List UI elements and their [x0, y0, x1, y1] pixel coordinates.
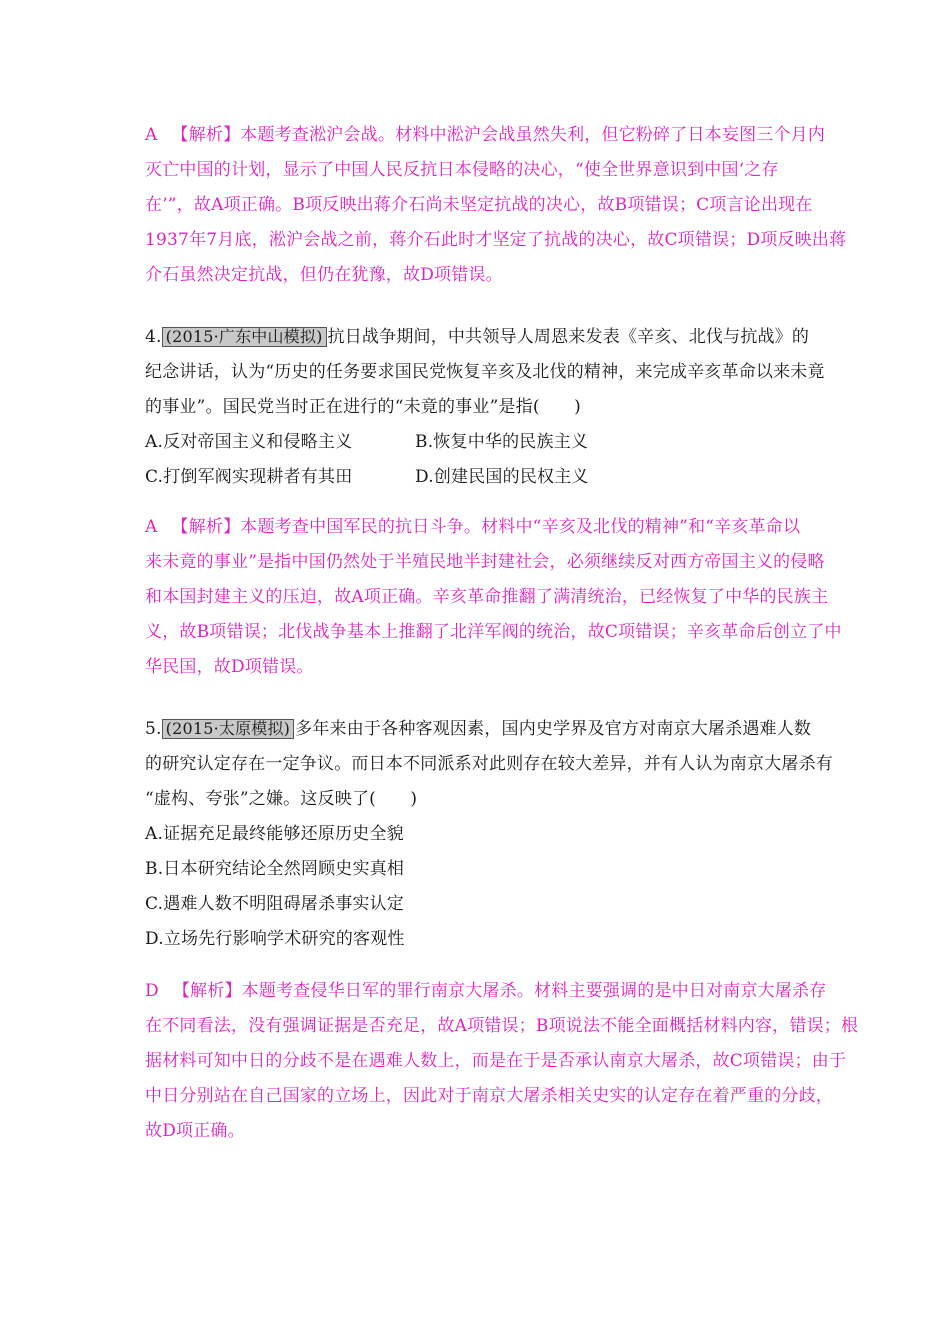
question-stem-line: 的事业”。国民党当时正在进行的“未竟的事业”是指( ) [145, 397, 581, 417]
options-row [145, 425, 815, 460]
option-d: D.创建民国的民权主义 [415, 467, 589, 487]
solution-line: D 【解析】本题考查侵华日军的罪行南京大屠杀。材料主要强调的是中日对南京大屠杀存 [145, 981, 827, 1001]
solution-line: 据材料可知中日的分歧不是在遇难人数上，而是在于是否承认南京大屠杀，故C项错误；由于 [145, 1051, 847, 1071]
option-c: C.遇难人数不明阻碍屠杀事实认定 [145, 894, 405, 914]
solution-line: A 【解析】本题考查中国军民的抗日斗争。材料中“辛亥及北伐的精神”和“辛亥革命以 [145, 517, 801, 537]
solution-4 [145, 510, 842, 685]
question-number: 5. [145, 719, 162, 739]
question-5 [145, 712, 833, 957]
answer-letter: D [145, 981, 159, 1001]
solution-line: 1937年7月底，淞沪会战之前，蒋介石此时才坚定了抗战的决心，故C项错误；D项反映出蒋 [145, 230, 847, 250]
solution-line: 中日分别站在自己国家的立场上，因此对于南京大屠杀相关史实的认定存在着严重的分歧， [145, 1086, 833, 1106]
solution-3 [145, 118, 847, 293]
answer-letter: A [145, 517, 158, 537]
solution-line: 介石虽然决定抗战，但仍在犹豫，故D项错误。 [145, 265, 503, 285]
source-tag: (2015·太原模拟) [162, 719, 295, 739]
question-stem-line: 5. (2015·太原模拟) 多年来由于各种客观因素，国内史学界及官方对南京大屠杀遇难人数 [145, 719, 812, 739]
solution-line: 灭亡中国的计划，显示了中国人民反抗日本侵略的决心，“使全世界意识到中国‘之存 [145, 160, 779, 180]
option-c: C.打倒军阀实现耕者有其田 [145, 467, 353, 487]
option-b: B.日本研究结论全然罔顾史实真相 [145, 859, 405, 879]
question-number: 4. [145, 327, 162, 347]
solution-line: 和本国封建主义的压迫，故A项正确。辛亥革命推翻了满清统治，已经恢复了中华的民族主 [145, 587, 829, 607]
solution-line: 华民国，故D项错误。 [145, 657, 314, 677]
solution-line: 义，故B项错误；北伐战争基本上推翻了北洋军阀的统治，故C项错误；辛亥革命后创立了中 [145, 622, 842, 642]
question-stem-line: 4. (2015·广东中山模拟) 抗日战争期间，中共领导人周恩来发表《辛亥、北伐与抗战》的 [145, 327, 810, 347]
answer-letter: A [145, 125, 158, 145]
question-stem-line: 纪念讲话，认为“历史的任务要求国民党恢复辛亥及北伐的精神，来完成辛亥革命以来未竟 [145, 362, 825, 382]
option-a: A.证据充足最终能够还原历史全貌 [145, 824, 404, 844]
question-stem-line: 的研究认定存在一定争议。而日本不同派系对此则存在较大差异，并有人认为南京大屠杀有 [145, 754, 833, 774]
solution-line: 故D项正确。 [145, 1121, 245, 1141]
solution-line: 在不同看法，没有强调证据是否充足，故A项错误；B项说法不能全面概括材料内容，错误；根 [145, 1016, 859, 1036]
solution-5 [145, 974, 859, 1149]
solution-line: A 【解析】本题考查淞沪会战。材料中淞沪会战虽然失利，但它粉碎了日本妄图三个月内 [145, 125, 826, 145]
option-d: D.立场先行影响学术研究的客观性 [145, 929, 405, 949]
options-row [145, 460, 815, 495]
option-a: A.反对帝国主义和侵略主义 [145, 432, 353, 452]
question-4 [145, 320, 825, 495]
option-b: B.恢复中华的民族主义 [415, 432, 589, 452]
source-tag: (2015·广东中山模拟) [162, 327, 327, 347]
solution-line: 在’”，故A项正确。B项反映出蒋介石尚未坚定抗战的决心，故B项错误；C项言论出现在 [145, 195, 813, 215]
solution-line: 来未竟的事业”是指中国仍然处于半殖民地半封建社会，必须继续反对西方帝国主义的侵略 [145, 552, 825, 572]
question-stem-line: “虚构、夸张”之嫌。这反映了( ) [145, 789, 418, 809]
